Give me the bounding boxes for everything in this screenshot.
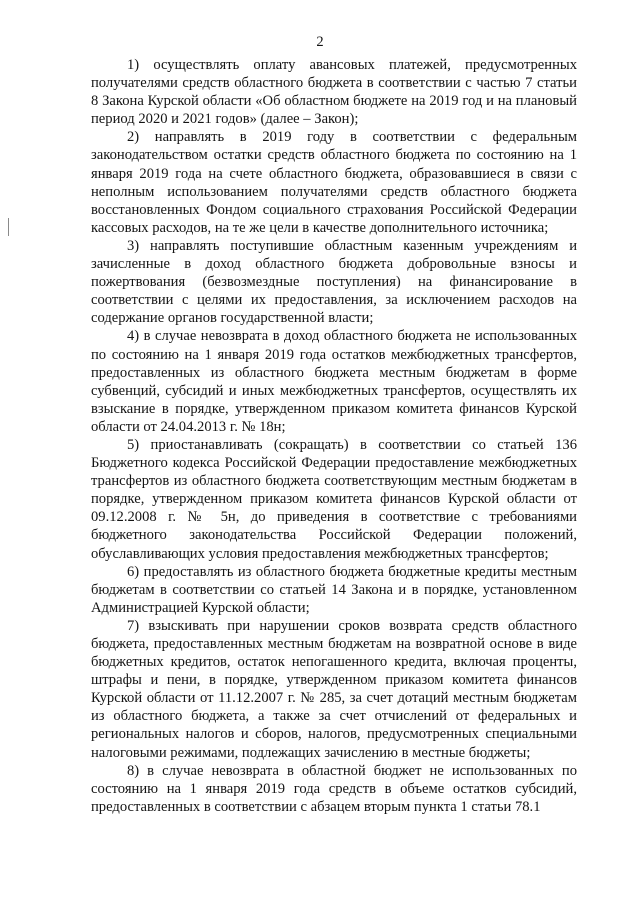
paragraph-6: 6) предоставлять из областного бюджета бюджетные кредиты местным бюджетам в соответствии со статьей 14 Закона и в порядке, установленном Администрацией Курской области;	[91, 563, 577, 616]
paragraph-5: 5) приостанавливать (сокращать) в соответствии со статьей 136 Бюджетного кодекса Российской Федерации предоставление межбюджетных трансфертов из областного бюджета соответствующим местным бюджетам в порядке, утвержденном приказом комитета финансов Курской области от 09.12.2008 г. № 5н, до приведения в соответствие с требованиями бюджетного законодательства Российской Федерации положений, обуславливающих условия предоставления межбюджетных трансфертов;	[91, 436, 577, 562]
paragraph-3: 3) направлять поступившие областным казенным учреждениям и зачисленные в доход областного бюджета добровольные взносы и пожертвования (безвозмездные поступления) на финансирование в соответствии с целями их предоставления, за исключением расходов на содержание органов государственной власти;	[91, 237, 577, 327]
page-number: 2	[316, 34, 324, 50]
document-body	[91, 56, 577, 816]
paragraph-7: 7) взыскивать при нарушении сроков возврата средств областного бюджета, предоставленных местным бюджетам на возвратной основе в виде бюджетных кредитов, остаток непогашенного кредита, включая проценты, штрафы и пени, в порядке, утвержденном приказом комитета финансов Курской области от 11.12.2007 г. № 285, за счет дотаций местным бюджетам из областного бюджета, а также за счет отчислений от федеральных и региональных налогов и сборов, налогов, предусмотренных специальными налоговыми режимами, подлежащих зачислению в местные бюджеты;	[91, 617, 577, 761]
paragraph-8: 8) в случае невозврата в областной бюджет не использованных по состоянию на 1 января 2019 года средств в объеме остатков субсидий, предоставленных в соответствии с абзацем вторым пункта 1 статьи 78.1	[91, 762, 577, 815]
paragraph-1: 1) осуществлять оплату авансовых платежей, предусмотренных получателями средств областного бюджета в соответствии с частью 7 статьи 8 Закона Курской области «Об областном бюджете на 2019 год и на плановый период 2020 и 2021 годов» (далее – Закон);	[91, 57, 577, 128]
paragraph-2: 2) направлять в 2019 году в соответствии с федеральным законодательством остатки средств областного бюджета по состоянию на 1 января 2019 года на счете областного бюджета, образовавшиеся в связи с неполным использованием получателями средств областного бюджета восстановленных Фондом социального страхования Российской Федерации кассовых расходов, на те же цели в качестве дополнительного источника;	[91, 129, 577, 236]
paragraph-4: 4) в случае невозврата в доход областного бюджета не использованных по состоянию на 1 января 2019 года остатков межбюджетных трансфертов, предоставленных из областного бюджета местным бюджетам в форме субвенций, субсидий и иных межбюджетных трансфертов, осуществлять их взыскание в порядке, утвержденном приказом комитета финансов Курской области от 24.04.2013 г. № 18н;	[91, 328, 577, 435]
scan-margin-mark	[8, 218, 9, 236]
